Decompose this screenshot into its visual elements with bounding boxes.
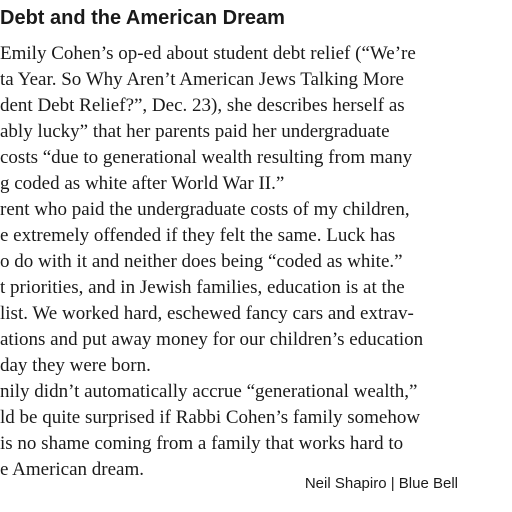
body-line-4: ably lucky” that her parents paid her undergraduate — [0, 121, 390, 142]
body-line-10: t priorities, and in Jewish families, education is at the — [0, 277, 405, 298]
body-line-16: is no shame coming from a family that works hard to — [0, 433, 404, 454]
body-line-8: e extremely offended if they felt the same. Luck has — [0, 225, 396, 246]
body-line-5: costs “due to generational wealth resulting from many — [0, 147, 413, 168]
body-line-13: day they were born. — [0, 355, 151, 376]
body-line-7: rent who paid the undergraduate costs of my children, — [0, 199, 410, 220]
body-line-9: o do with it and neither does being “coded as white.” — [0, 251, 403, 272]
body-line-1: Emily Cohen’s op-ed about student debt relief (“We’re — [0, 43, 416, 64]
letter-headline: Debt and the American Dream — [0, 7, 285, 29]
body-line-6: g coded as white after World War II.” — [0, 173, 285, 194]
body-line-2: ta Year. So Why Aren’t American Jews Talking More — [0, 69, 404, 90]
body-line-15: ld be quite surprised if Rabbi Cohen’s family somehow — [0, 407, 421, 428]
body-line-17: e American dream. — [0, 459, 145, 480]
body-line-11: list. We worked hard, eschewed fancy cars and extrav- — [0, 303, 414, 324]
body-line-12: ations and put away money for our children’s education — [0, 329, 424, 350]
body-line-14: nily didn’t automatically accrue “generational wealth,” — [0, 381, 418, 402]
letter-signature: Neil Shapiro | Blue Bell — [304, 475, 458, 492]
body-line-3: dent Debt Relief?”, Dec. 23), she describes herself as — [0, 95, 405, 116]
